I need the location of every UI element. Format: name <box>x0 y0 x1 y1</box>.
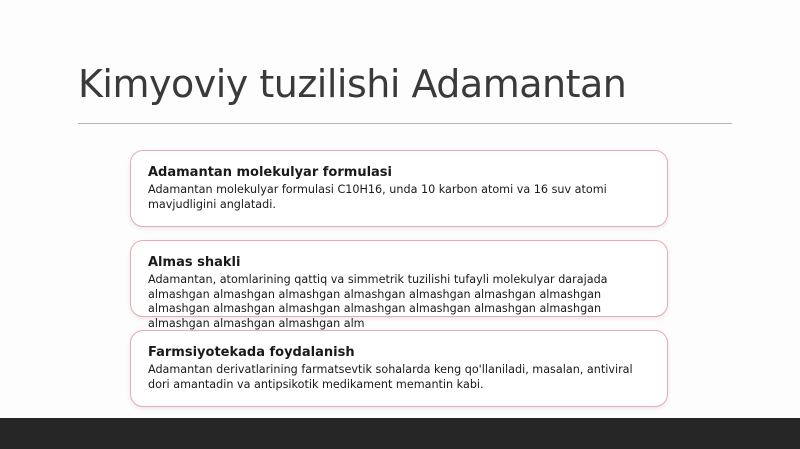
card-body: Adamantan derivatlarining farmatsevtik sohalarda keng qo'llaniladi, masalan, antiviral dori amantadin va antipsikotik medikament memantin kabi. <box>148 363 633 391</box>
card-heading: Almas shakli <box>148 255 241 270</box>
card-body: Adamantan, atomlarining qattiq va simmetrik tuzilishi tufayli molekulyar darajada almashgan almashgan almashgan almashgan almashgan almashgan almashgan almashgan almashgan almashgan almashgan almashgan almashgan almashgan almashgan almashgan almashgan alm <box>148 273 608 330</box>
title-divider <box>78 123 732 124</box>
card-heading: Adamantan molekulyar formulasi <box>148 165 392 180</box>
card-body: Adamantan molekulyar formulasi C10H16, unda 10 karbon atomi va 16 suv atomi mavjudligini anglatadi. <box>148 183 607 211</box>
slide-title: Kimyoviy tuzilishi Adamantan <box>78 62 627 106</box>
card-diamond-shape <box>130 240 668 330</box>
footer-bar <box>0 418 800 449</box>
card-heading: Farmsiyotekada foydalanish <box>148 345 355 360</box>
card-molecular-formula <box>130 150 668 227</box>
card-pharmaceutical-use <box>130 330 668 407</box>
